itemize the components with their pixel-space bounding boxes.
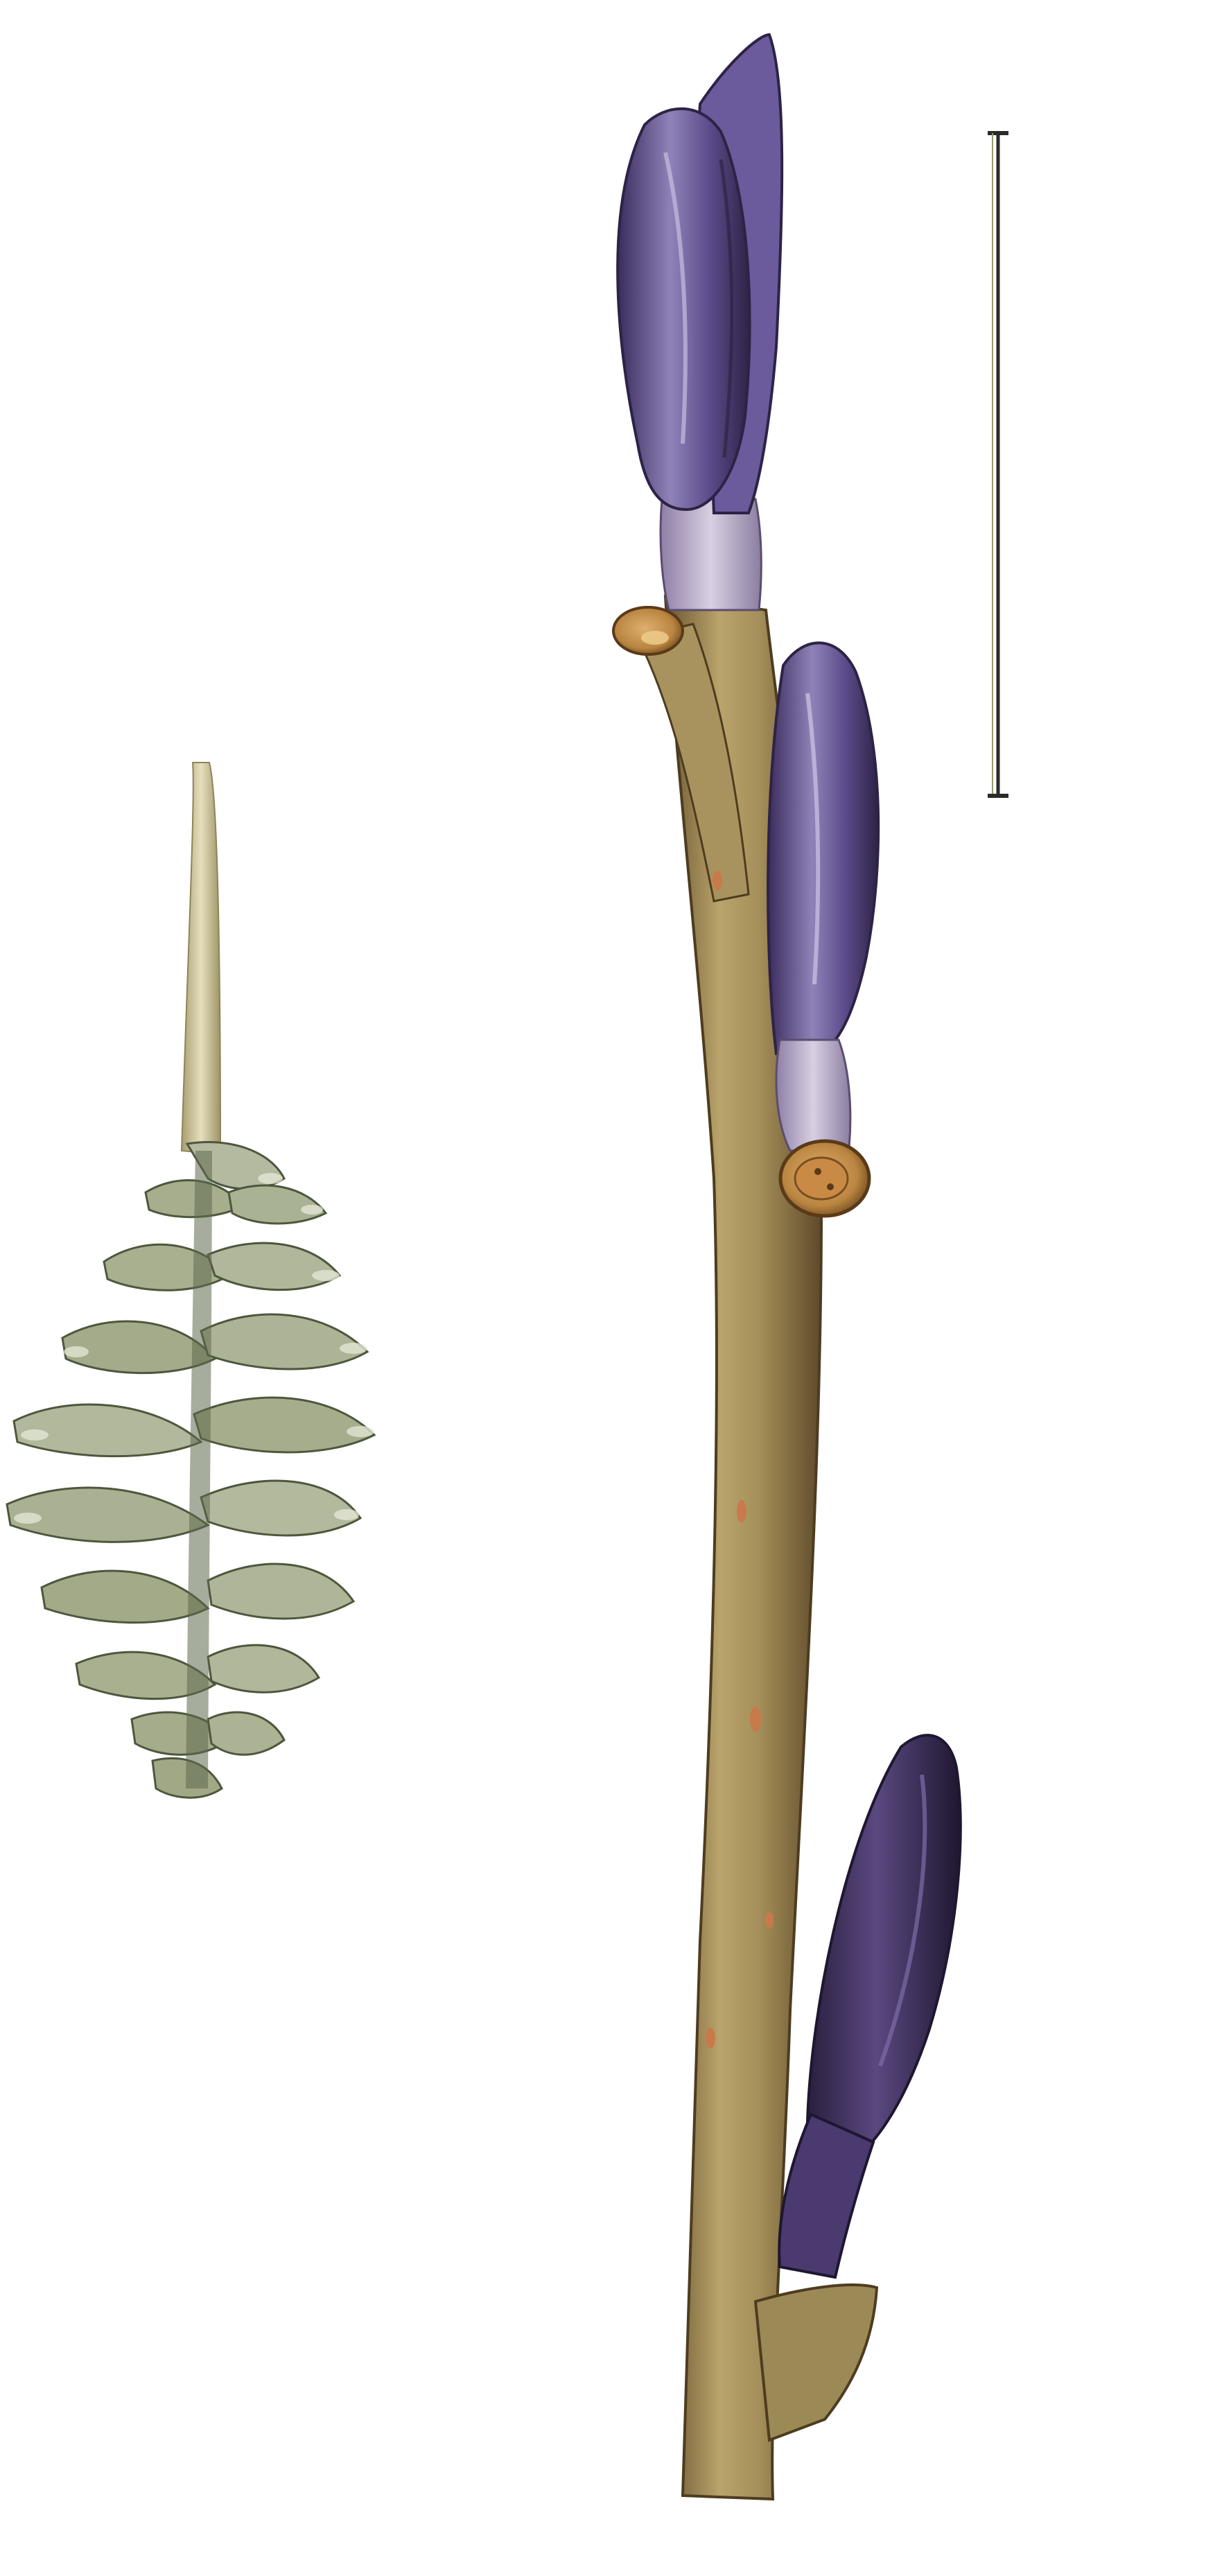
catkin-cone <box>7 763 374 1798</box>
catkin-axis <box>186 1151 212 1789</box>
leaf-scar-upper <box>613 607 683 654</box>
lateral-bud-lower-base <box>779 2114 873 2277</box>
lateral-bud-lower <box>807 1735 961 2167</box>
lateral-bud-upper-neck <box>776 1040 850 1151</box>
catkin-stalk <box>182 763 220 1154</box>
lateral-bud-upper <box>768 643 878 1054</box>
terminal-bud-neck <box>661 499 761 610</box>
scale-bar <box>988 133 1008 796</box>
leaf-scar-middle <box>780 1141 869 1216</box>
twig-lower-stub <box>755 2285 877 2440</box>
twig-with-buds <box>613 35 961 2499</box>
